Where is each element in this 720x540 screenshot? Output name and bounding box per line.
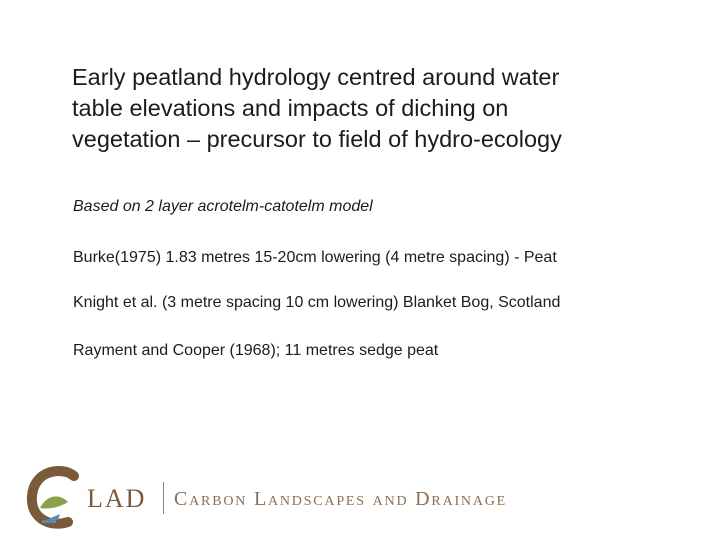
logo-lad-text: LAD — [87, 484, 147, 513]
slide-heading — [72, 62, 692, 155]
heading-line-1: Early peatland hydrology centred around water — [72, 64, 560, 90]
clad-logo — [24, 462, 564, 532]
logo-divider — [163, 482, 164, 514]
logo-tagline: Carbon Landscapes and Drainage — [174, 488, 508, 510]
reference-knight: Knight et al. (3 metre spacing 10 cm lowering) Blanket Bog, Scotland — [73, 294, 561, 311]
heading-line-2: table elevations and impacts of diching on — [72, 95, 509, 121]
reference-burke: Burke(1975) 1.83 metres 15-20cm lowering (4 metre spacing) - Peat — [73, 249, 557, 266]
reference-rayment: Rayment and Cooper (1968); 11 metres sedge peat — [73, 342, 439, 359]
clad-c-emblem-icon — [24, 462, 94, 532]
heading-line-3: vegetation – precursor to field of hydro-ecology — [72, 126, 562, 152]
model-note: Based on 2 layer acrotelm-catotelm model — [73, 198, 373, 215]
